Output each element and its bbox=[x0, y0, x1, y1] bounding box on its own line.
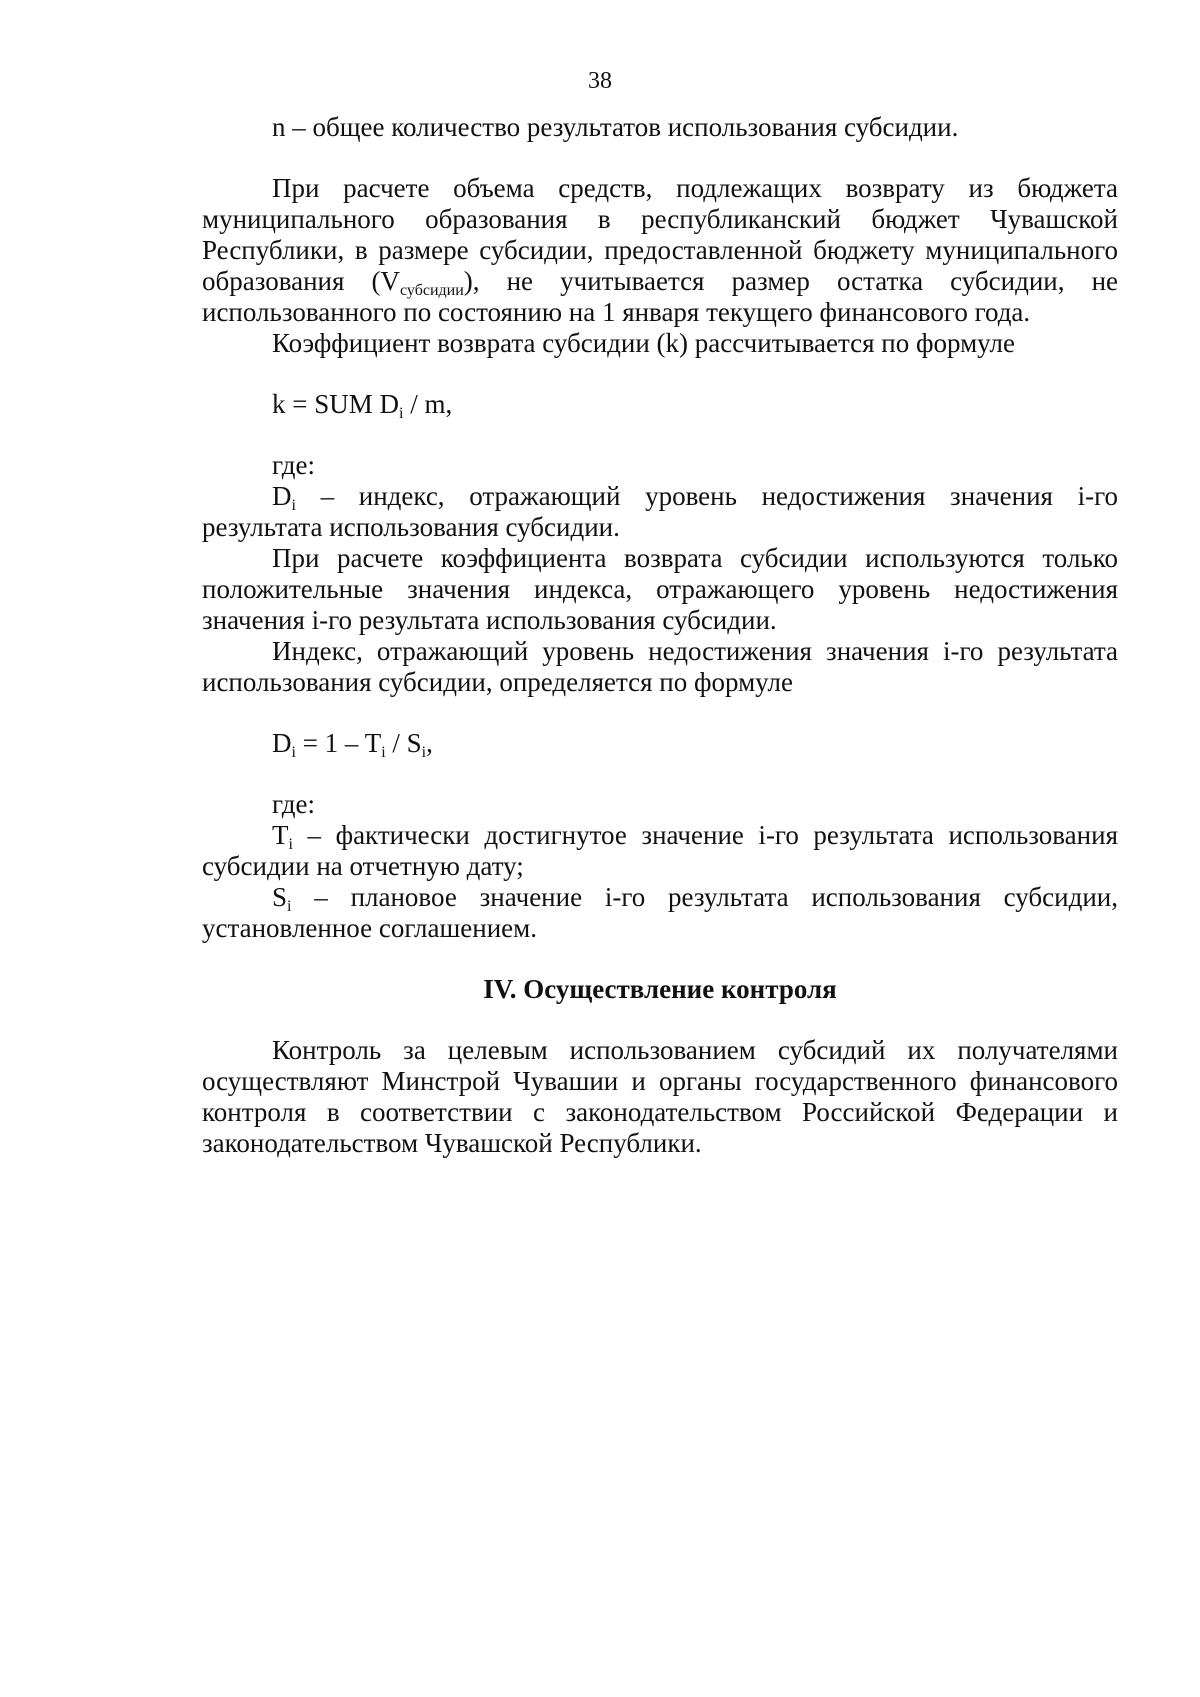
calculation-paragraph: При расчете объема средств, подлежащих возврату из бюджета муниципального образования в республиканский бюджет Чувашской Республики, в размере субсидии, предоставленной бюджету муниципального образования $(V_{субсидии})$, не учитывается размер остатка субсидии, не использованного по состоянию на 1 января текущего финансового года. bbox=[202, 173, 1118, 327]
n-definition: n – общее количество результатов использования субсидии. bbox=[272, 112, 959, 142]
where-label: где: bbox=[272, 450, 315, 480]
coefficient-paragraph: Коэффициент возврата субсидии (k) рассчитывается по формуле bbox=[272, 328, 1015, 358]
si-definition: $S_i$ – плановое значение i-го результата использования субсидии, установленное соглашением. bbox=[202, 882, 1118, 943]
where-label: где: bbox=[272, 789, 315, 819]
ti-definition: $T_i$ – фактически достигнутое значение i-го результата использования субсидии на отчетную дату; bbox=[202, 820, 1118, 881]
formula-k: k = SUM $D_i$ / m, bbox=[272, 389, 453, 422]
control-paragraph: Контроль за целевым использованием субсидий их получателями осуществляют Минстрой Чувашии и органы государственного финансового контроля в соответствии с законодательством Российской Федерации и законодательством Чувашской Республики. bbox=[202, 1035, 1118, 1158]
document-body bbox=[202, 112, 1118, 1159]
index-paragraph: Индекс, отражающий уровень недостижения значения i-го результата использования субсидии, определяется по формуле bbox=[202, 636, 1118, 697]
positive-values-paragraph: При расчете коэффициента возврата субсидии используются только положительные значения индекса, отражающего уровень недостижения значения i-го результата использования субсидии. bbox=[202, 543, 1118, 635]
section-heading: IV. Осуществление контроля bbox=[483, 974, 837, 1004]
formula-di: $D_i = 1 - T_i / S_i$, bbox=[272, 728, 433, 761]
page-number: 38 bbox=[588, 68, 612, 94]
di-definition: $D_i$ – индекс, отражающий уровень недостижения значения i-го результата использования субсидии. bbox=[202, 481, 1118, 542]
